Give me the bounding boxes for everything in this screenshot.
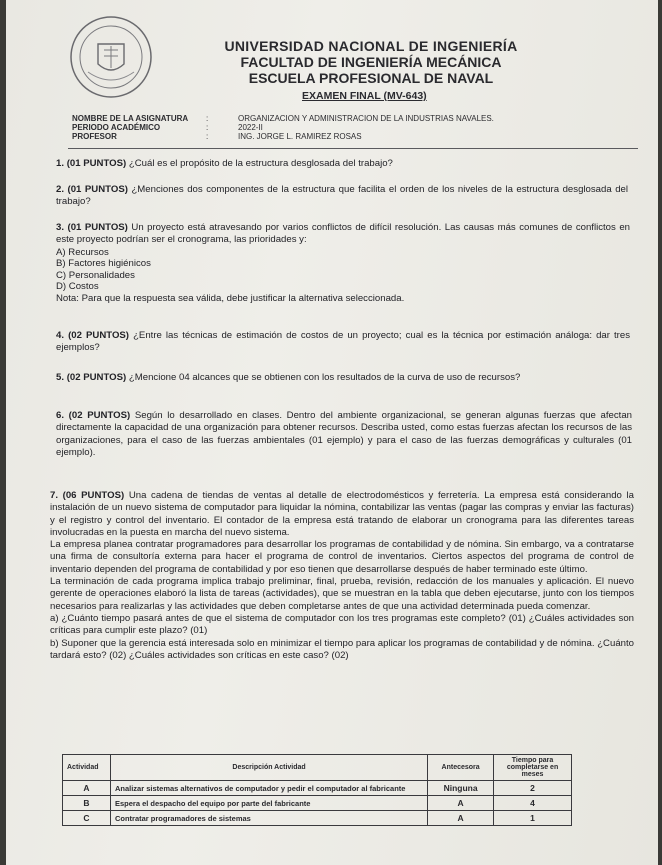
question-7-intro: 7. (06 PUNTOS) Una cadena de tiendas de ventas al detalle de electrodomésticos y ferretería. La empresa está considerando la instalación de un nuevo sistema de computador para liquidar la nómina, contabilizar las ventas (pagar las compras y enviar las facturas) y el registro y control del inventario. El contador de la empresa está tratando de elaborar un cronograma para las diferentes tareas involucradas en la puesta en marcha del nuevo sistema. <box>50 490 634 538</box>
table-row: A Analizar sistemas alternativos de computador y pedir el computador al fabricante Ninguna 2 <box>63 781 572 796</box>
question-3-options <box>56 247 630 293</box>
course-info-value: ORGANIZACION Y ADMINISTRACION DE LA INDUSTRIAS NAVALES. <box>238 114 494 123</box>
col-time: Tiempo para completarse en meses <box>494 755 572 781</box>
question-2: 2. (01 PUNTOS) ¿Menciones dos componentes de la estructura que facilita el orden de los niveles de la estructura desglosada del trabajo? <box>56 184 628 208</box>
question-4: 4. (02 PUNTOS) ¿Entre las técnicas de estimación de costos de un proyecto; cual es la técnica por estimación análoga: dar tres ejemplos? <box>56 330 630 354</box>
col-description: Descripción Actividad <box>110 755 427 781</box>
question-1: 1. (01 PUNTOS) ¿Cuál es el propósito de la estructura desglosada del trabajo? <box>56 158 393 169</box>
course-info-value: 2022-II <box>238 123 263 132</box>
option-a: A) Recursos <box>56 246 109 258</box>
school-name: ESCUELA PROFESIONAL DE NAVAL <box>248 70 494 86</box>
question-7-part-a: a) ¿Cuánto tiempo pasará antes de que el sistema de computador con los tres programas este completo? (01) ¿Cuáles actividades son críticas para cumplir este plazo? (01) <box>50 612 634 637</box>
question-6: 6. (02 PUNTOS) Según lo desarrollado en clases. Dentro del ambiente organizacional, se generan algunas fuerzas que afectan directamente la capacidad de una organización para obtener recursos. Describa usted, como estas fuerzas afectan los recursos de las organizaciones, para el caso de las fuerzas ambientales (01 ejemplo) y para el caso de las fuerzas demográficas y culturales (01 ejemplo). <box>56 410 633 458</box>
university-seal-icon <box>68 14 154 100</box>
faculty-name: FACULTAD DE INGENIERÍA MECÁNICA <box>240 54 502 70</box>
option-b: B) Factores higiénicos <box>56 258 151 270</box>
course-info-row: NOMBRE DE LA ASIGNATURA : ORGANIZACION Y ADMINISTRACION DE LA INDUSTRIAS NAVALES. <box>72 114 632 123</box>
exam-header <box>156 38 586 87</box>
question-7 <box>50 490 634 662</box>
option-d: D) Costos <box>56 281 99 293</box>
course-info-row: PROFESOR : ING. JORGE L. RAMIREZ ROSAS <box>72 132 632 141</box>
table-row: B Espera el despacho del equipo por parte del fabricante A 4 <box>63 796 572 811</box>
question-5: 5. (02 PUNTOS) ¿Mencione 04 alcances que se obtienen con los resultados de la curva de uso de recursos? <box>56 372 521 383</box>
course-info <box>72 114 632 141</box>
exam-page <box>6 0 658 865</box>
question-3: 3. (01 PUNTOS) Un proyecto está atravesando por varios conflictos de difícil resolución. Las causas más comunes de conflictos en este proyecto podrían ser el cronograma, las prioridades y: A) Recursos B) Factores higiénicos C) Personalidades D) Costos Nota: Para que la respuesta sea válida, debe justificar la alternativa seleccionada. <box>56 222 630 304</box>
university-name: UNIVERSIDAD NACIONAL DE INGENIERÍA <box>224 38 518 54</box>
col-predecessor: Antecesora <box>428 755 494 781</box>
question-7-paragraph-3: La terminación de cada programa implica trabajo preliminar, final, prueba, revisión, redacción de los manuales y aplicación. El nuevo gerente de operaciones elaboró la lista de tareas (actividades), que se muestran en la tabla que deben ejecutarse, junto con los tiempos necesarios para realizarlas y las actividades que deben completarse antes de que una actividad determinada pueda comenzar. <box>50 576 634 612</box>
course-info-row: PERIODO ACADÉMICO : 2022-II <box>72 123 632 132</box>
table-header-row <box>63 755 572 781</box>
header-divider <box>68 148 638 149</box>
course-info-key: PROFESOR <box>72 132 117 141</box>
question-3-note: Nota: Para que la respuesta sea válida, debe justificar la alternativa seleccionada. <box>56 292 405 304</box>
course-info-key: PERIODO ACADÉMICO <box>72 123 161 132</box>
course-info-key: NOMBRE DE LA ASIGNATURA <box>72 114 189 123</box>
question-7-paragraph-2: La empresa planea contratar programadores para desarrollar los programas de contabilidad y de nómina. Sin embargo, va a contratarse una firma de consultoría externa para hacer el programa de control de inventarios. Ciertos aspectos del programa de control de inventario dependen del programa de contabilidad y por eso tienen que desarrollarse después de haber terminado este último. <box>50 539 634 575</box>
activities-table <box>62 754 572 826</box>
table-row: C Contratar programadores de sistemas A 1 <box>63 811 572 826</box>
col-activity: Actividad <box>63 755 111 781</box>
question-7-part-b: b) Suponer que la gerencia está interesada solo en minimizar el tiempo para aplicar los programas de contabilidad y de nómina. ¿Cuánto tardará esto? (02) ¿Cuáles actividades son críticas en este caso? (02) <box>50 637 634 661</box>
course-info-value: ING. JORGE L. RAMIREZ ROSAS <box>238 132 362 141</box>
exam-title: EXAMEN FINAL (MV-643) <box>302 90 427 102</box>
option-c: C) Personalidades <box>56 269 135 281</box>
